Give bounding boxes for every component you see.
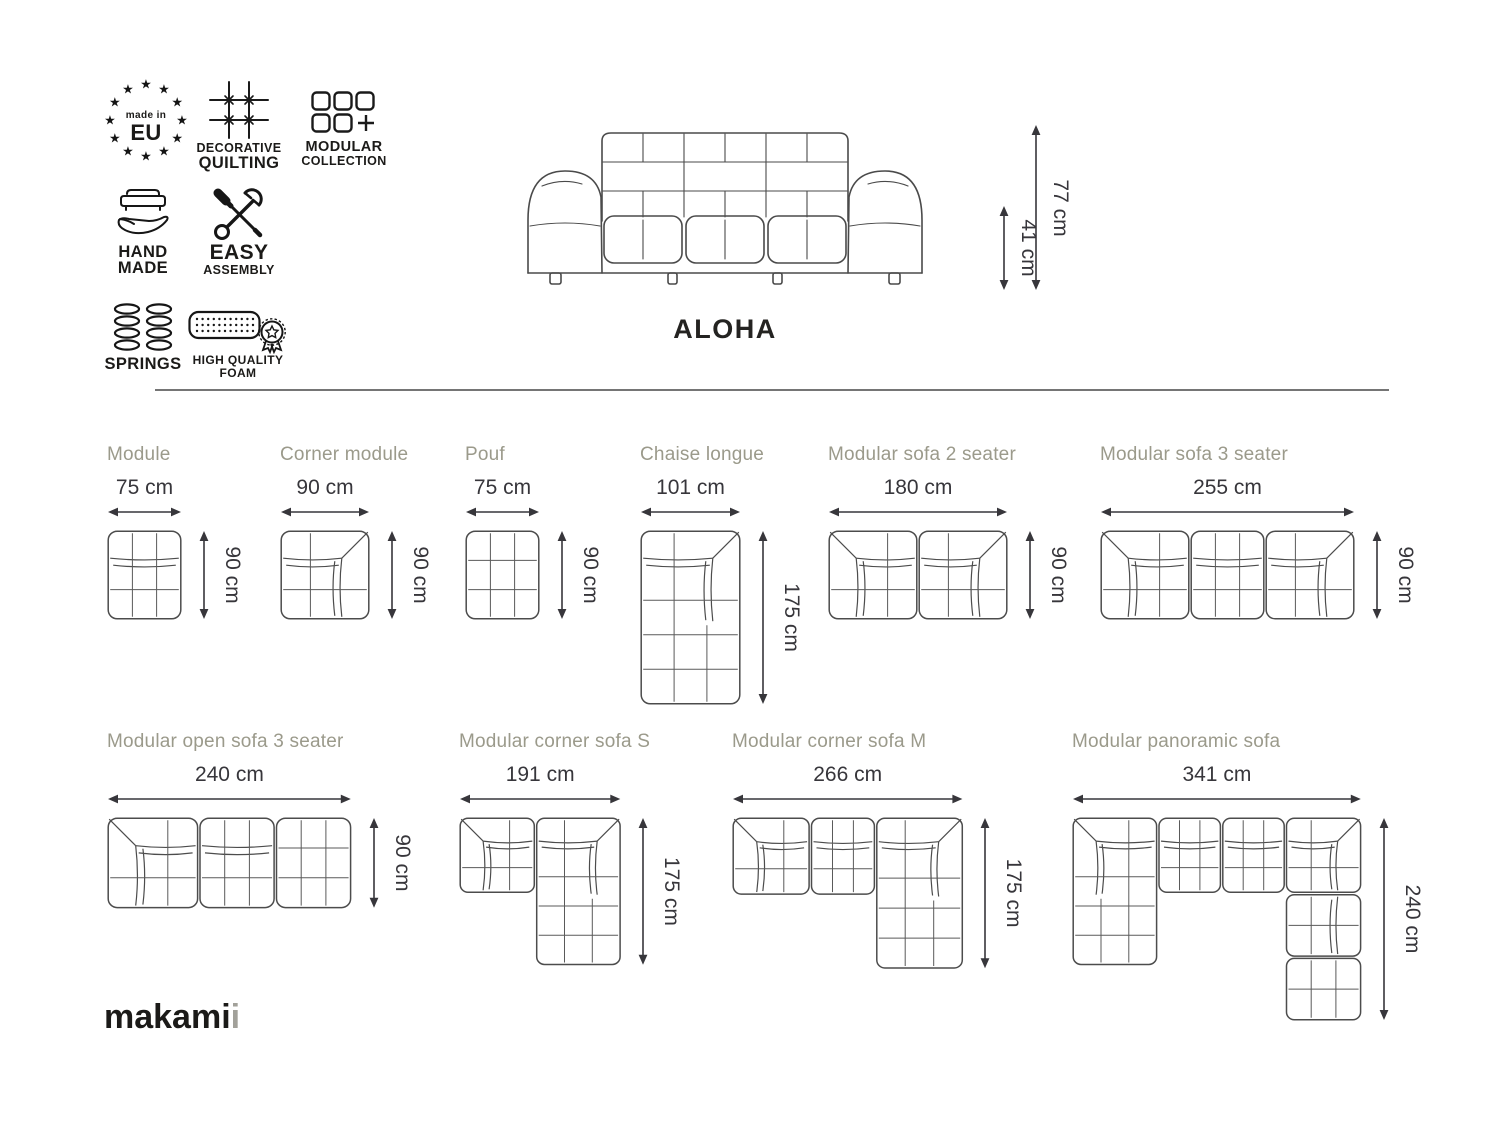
modular-label-2: COLLECTION (301, 154, 387, 168)
foam-label-2: FOAM (219, 366, 257, 380)
top-view-plan (463, 528, 542, 622)
product-name: Pouf (465, 444, 505, 465)
handmade-label-1: HAND (118, 243, 168, 261)
eu-star: ★ (176, 112, 188, 128)
badge-springs (102, 300, 184, 384)
top-view-plan (105, 528, 184, 622)
badge-hand-made (102, 186, 184, 286)
eu-star: ★ (171, 130, 184, 146)
depth-dimension-label: 90 cm (1047, 546, 1070, 604)
product-name: Chaise longue (640, 444, 765, 465)
modular-label-1: MODULAR (305, 139, 383, 155)
width-arrow (640, 504, 741, 520)
product-name: Module (107, 444, 171, 465)
badge-decorative-quilting (194, 76, 284, 176)
width-arrow (280, 504, 370, 520)
width-arrow (459, 791, 621, 807)
width-dimension-label: 75 cm (115, 476, 174, 499)
width-arrow (828, 504, 1008, 520)
assembly-label-1: EASY (209, 241, 269, 264)
width-arrow (732, 791, 963, 807)
foam-label-1: HIGH QUALITY (192, 353, 284, 367)
width-dimension-label: 90 cm (296, 476, 354, 499)
depth-arrow (1365, 530, 1417, 620)
width-dimension-label: 191 cm (505, 763, 575, 786)
top-view-plan (457, 815, 623, 968)
total-height-label: 77 cm (1049, 179, 1072, 237)
badge-modular-collection (298, 76, 390, 176)
depth-dimension-label: 90 cm (579, 546, 602, 604)
width-arrow (465, 504, 540, 520)
product-name: Modular sofa 2 seater (828, 444, 1016, 465)
width-dimension-label: 75 cm (473, 476, 532, 499)
width-dimension-label: 240 cm (194, 763, 264, 786)
width-dimension-label: 266 cm (813, 763, 883, 786)
depth-dimension-label: 90 cm (409, 546, 432, 604)
sofa-foot (668, 273, 677, 284)
width-arrow (107, 791, 352, 807)
width-dimension-label: 341 cm (1182, 763, 1252, 786)
depth-dimension-label: 90 cm (390, 834, 414, 892)
depth-arrow (192, 530, 244, 620)
badge-easy-assembly (194, 186, 284, 286)
eu-star: ★ (158, 143, 170, 159)
top-view-plan (1098, 528, 1357, 622)
sofa-front-view-drawing (520, 126, 930, 288)
depth-arrow (751, 530, 803, 705)
eu-star: ★ (108, 94, 121, 110)
width-arrow (1072, 791, 1362, 807)
width-arrow (107, 504, 182, 520)
depth-dimension-label: 90 cm (1394, 546, 1417, 604)
eu-star: ★ (122, 81, 134, 97)
made-in-label: made in (125, 110, 167, 121)
collection-title: ALOHA (673, 314, 777, 344)
depth-dimension-label: 175 cm (780, 583, 803, 652)
top-view-plan (1070, 815, 1364, 1023)
sofa-right-arm (848, 171, 922, 273)
sofa-left-arm (528, 171, 602, 273)
foam-icon (188, 304, 288, 354)
product-name: Modular sofa 3 seater (1100, 444, 1288, 465)
handmade-label-2: MADE (117, 259, 169, 277)
badge-high-quality-foam (184, 300, 292, 390)
eu-star: ★ (140, 148, 152, 164)
sofa-height-dimensions (990, 122, 1070, 300)
depth-arrow (1018, 530, 1070, 620)
top-view-plan (730, 815, 965, 971)
top-view-plan (278, 528, 372, 622)
eu-star: ★ (140, 76, 152, 92)
logo-text-gray: i (230, 998, 241, 1036)
springs-icon (111, 302, 175, 352)
eu-star: ★ (158, 81, 170, 97)
depth-dimension-label: 175 cm (660, 856, 684, 926)
depth-arrow (1372, 817, 1424, 1021)
depth-arrow (362, 817, 414, 909)
depth-dimension-label: 240 cm (1400, 884, 1424, 954)
badge-made-in-eu (98, 74, 194, 184)
width-dimension-label: 101 cm (656, 476, 725, 499)
width-dimension-label: 180 cm (883, 476, 953, 499)
eu-star: ★ (108, 130, 121, 146)
eu-label: EU (130, 120, 162, 145)
seat-height-label: 41 cm (1017, 219, 1040, 277)
foam-dots (196, 318, 254, 332)
depth-dimension-label: 90 cm (221, 546, 244, 604)
quilting-label-1: DECORATIVE (196, 141, 282, 155)
section-divider (155, 389, 1389, 391)
eu-star: ★ (122, 143, 134, 159)
product-name: Modular panoramic sofa (1072, 731, 1281, 752)
tools-icon (211, 186, 267, 240)
product-name: Modular corner sofa S (459, 731, 651, 752)
brand-logo (104, 998, 240, 1037)
sofa-foot (773, 273, 782, 284)
sofa-back-quilting (603, 134, 847, 217)
top-view-plan (105, 815, 354, 911)
sofa-foot (889, 273, 900, 284)
logo-text-black: makami (104, 998, 231, 1036)
sofa-foot (550, 273, 561, 284)
product-name: Corner module (280, 444, 409, 465)
depth-arrow (380, 530, 432, 620)
width-dimension-label: 255 cm (1193, 476, 1262, 499)
depth-arrow (631, 817, 683, 966)
hand-sofa-icon (114, 188, 172, 238)
depth-arrow (550, 530, 602, 620)
width-arrow (1100, 504, 1355, 520)
springs-label: SPRINGS (104, 355, 182, 373)
top-view-plan (638, 528, 743, 707)
eu-star: ★ (104, 112, 116, 128)
top-view-plan (826, 528, 1010, 622)
eu-star: ★ (171, 94, 184, 110)
product-name: Modular open sofa 3 seater (107, 731, 344, 752)
quilting-label-2: QUILTING (198, 154, 280, 172)
modular-squares-icon (311, 84, 377, 142)
quilting-grid-icon (208, 80, 270, 140)
depth-arrow (973, 817, 1025, 969)
assembly-label-2: ASSEMBLY (203, 263, 275, 277)
product-name: Modular corner sofa M (732, 731, 927, 752)
depth-dimension-label: 175 cm (1002, 858, 1026, 928)
